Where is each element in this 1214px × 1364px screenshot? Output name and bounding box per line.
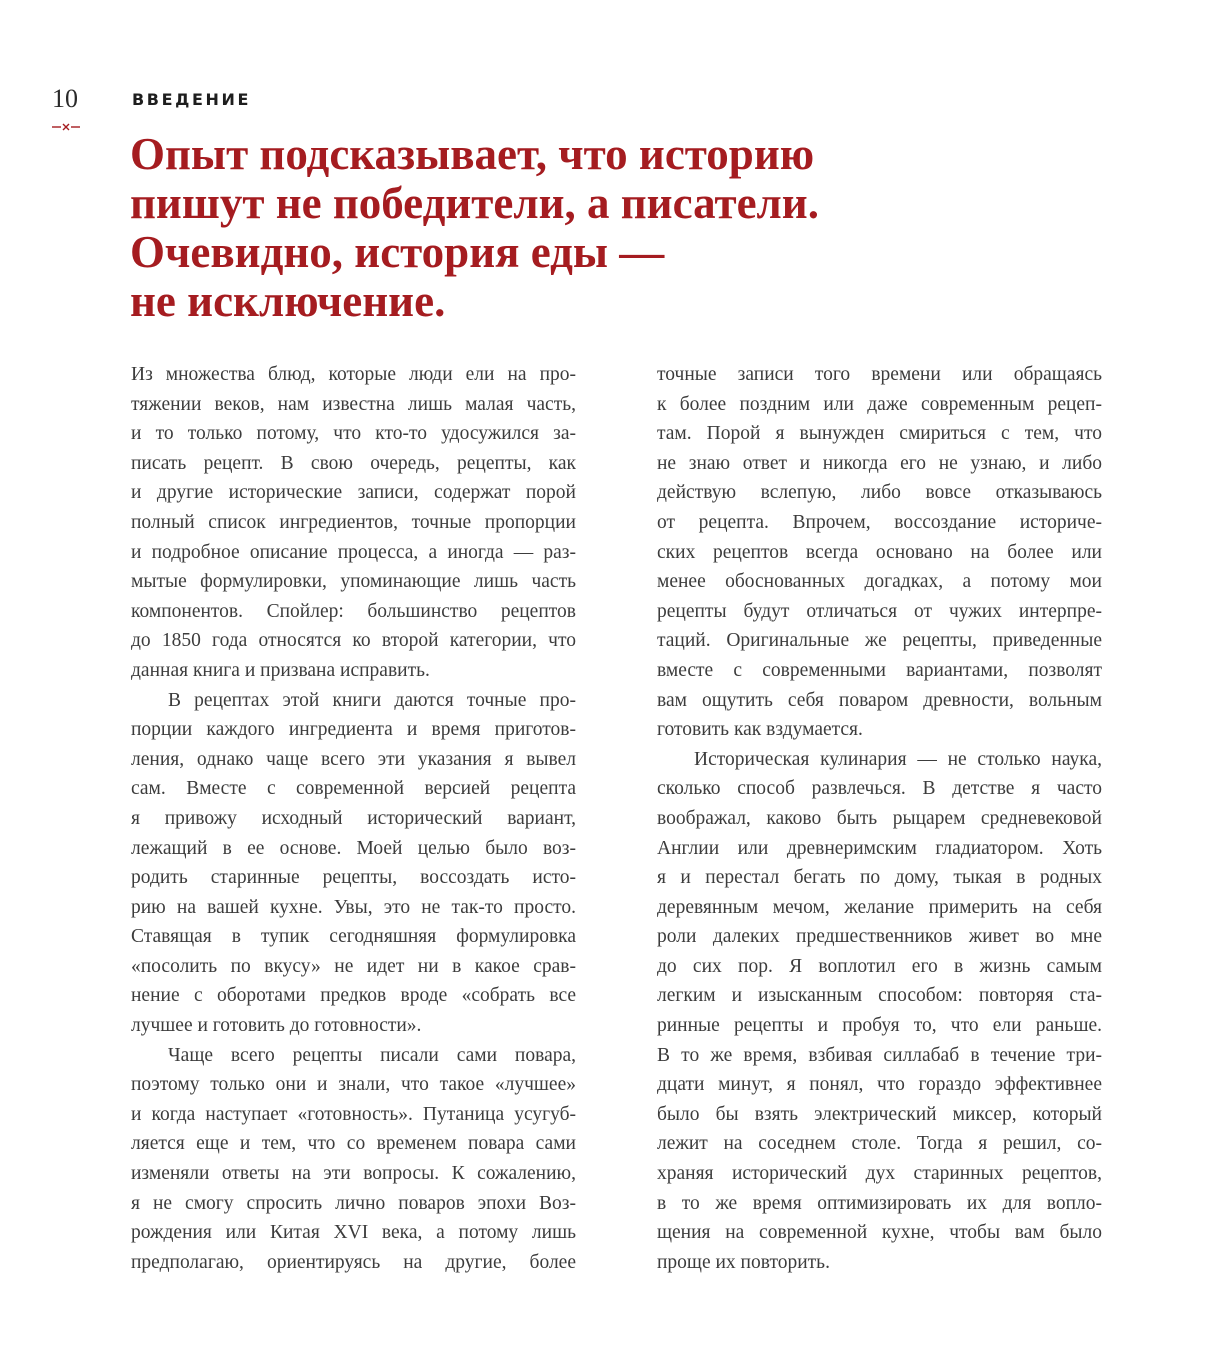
text-line: нение с оборотами предков вроде «собрать все <box>131 985 576 1007</box>
text-line: предполагаю, ориентируясь на другие, более <box>131 1251 576 1273</box>
headline-line: пишут не победители, а писатели. <box>130 178 819 228</box>
text-line: поэтому только они и знали, что такое «лучшее» <box>131 1074 576 1096</box>
text-line: деревянным мечом, желание примерить на себя <box>657 896 1102 918</box>
text-line: ления, однако чаще всего эти указания я вывел <box>131 748 576 770</box>
text-line: дцати минут, я понял, что гораздо эффективнее <box>657 1074 1102 1096</box>
text-line: готовить как вздумается. <box>657 719 863 741</box>
text-line: точные записи того времени или обращаясь <box>657 364 1102 385</box>
text-line: проще их повторить. <box>657 1251 830 1273</box>
text-line: Из множества блюд, которые люди ели на про- <box>131 364 576 385</box>
text-line: ляется еще и тем, что со временем повара сами <box>131 1133 576 1155</box>
text-line: вам ощутить себя поваром древности, вольным <box>657 689 1102 711</box>
text-line: лучшее и готовить до готовности». <box>131 1015 422 1037</box>
text-line: и то только потому, что кто-то удосужился за- <box>131 423 576 445</box>
text-line: воображал, каково быть рыцарем средневековой <box>657 807 1102 829</box>
text-line: В рецептах этой книги даются точные про- <box>168 689 576 711</box>
text-line: Ставящая в тупик сегодняшняя формулировка <box>131 926 576 948</box>
page-number: 10 <box>52 84 78 113</box>
text-line: ринные рецепты и пробуя то, что ели раньше. <box>657 1015 1102 1037</box>
text-line: к более поздним или даже современным рецеп- <box>657 393 1102 415</box>
text-line: ских рецептов всегда основано на более или <box>657 541 1102 563</box>
text-line: изменяли ответы на эти вопросы. К сожалению, <box>131 1163 576 1185</box>
text-line: и подробное описание процесса, а иногда — раз- <box>131 541 576 563</box>
text-line: и когда наступает «готовность». Путаница усугуб- <box>131 1103 576 1125</box>
text-line: я и перестал бегать по дому, тыкая в родных <box>657 867 1102 889</box>
text-line: В то же время, взбивая силлабаб в течение три- <box>657 1044 1102 1066</box>
text-line: полный список ингредиентов, точные пропорции <box>131 511 576 533</box>
text-line: рецепты будут отличаться от чужих интерпре- <box>657 600 1102 622</box>
text-line: действую вслепую, либо вовсе отказываюсь <box>657 482 1102 504</box>
text-line: писать рецепт. В свою очередь, рецепты, как <box>131 452 576 474</box>
text-line: было бы взять электрический миксер, который <box>657 1103 1102 1125</box>
headline-line: Очевидно, история еды — <box>130 227 665 277</box>
text-line: роли далеких предшественников живет во мне <box>657 926 1102 948</box>
headline <box>130 130 1030 326</box>
text-line: до 1850 года относятся ко второй категории, что <box>131 630 576 652</box>
text-line: там. Порой я вынужден смириться с тем, что <box>657 423 1102 445</box>
text-line: щения на современной кухне, чтобы вам было <box>657 1222 1102 1244</box>
text-line: в то же время оптимизировать их для вопло- <box>657 1192 1102 1214</box>
text-line: я не смогу спросить лично поваров эпохи Воз- <box>131 1192 576 1214</box>
body-column-right <box>657 360 1102 1277</box>
text-line: лежащий в ее основе. Моей целью было воз- <box>131 837 576 859</box>
text-line: храняя исторический дух старинных рецептов, <box>657 1163 1102 1185</box>
text-line: лежит на соседнем столе. Тогда я решил, со- <box>657 1133 1102 1155</box>
text-line: сам. Вместе с современной версией рецепта <box>131 778 576 800</box>
text-line: рождения или Китая XVI века, а потому лишь <box>131 1222 576 1244</box>
text-line: мытые формулировки, упоминающие лишь часть <box>131 571 576 593</box>
text-line: не знаю ответ и никогда его не узнаю, и либо <box>657 452 1102 474</box>
text-line: «посолить по вкусу» не идет ни в какое срав- <box>131 955 576 977</box>
text-line: Англии или древнеримским гладиатором. Хоть <box>657 837 1102 859</box>
text-line: легким и изысканным способом: повторяя ста- <box>657 985 1102 1007</box>
text-line: родить старинные рецепты, воссоздать исто- <box>131 867 576 889</box>
text-line: до сих пор. Я воплотил его в жизнь самым <box>657 955 1102 977</box>
text-line: сколько способ развлечься. В детстве я часто <box>657 778 1102 800</box>
headline-line: не исключение. <box>130 276 446 326</box>
text-line: Чаще всего рецепты писали сами повара, <box>168 1044 576 1066</box>
text-line: вместе с современными вариантами, позволят <box>657 659 1102 681</box>
text-line: рию на вашей кухне. Увы, это не так-то просто. <box>131 896 576 918</box>
headline-line: Опыт подсказывает, что историю <box>130 129 815 179</box>
text-line: тяжении веков, нам известна лишь малая часть, <box>131 393 576 415</box>
body-column-left <box>131 360 576 1277</box>
ornament-icon <box>51 122 81 132</box>
text-line: данная книга и призвана исправить. <box>131 659 430 681</box>
text-line: менее обоснованных догадках, а потому мои <box>657 571 1102 593</box>
text-line: я привожу исходный исторический вариант, <box>131 807 576 829</box>
text-line: таций. Оригинальные же рецепты, приведенные <box>657 630 1102 652</box>
text-line: Историческая кулинария — не столько наука, <box>694 748 1102 770</box>
text-line: и другие исторические записи, содержат порой <box>131 482 576 504</box>
text-line: от рецепта. Впрочем, воссоздание историче- <box>657 511 1102 533</box>
text-line: компонентов. Спойлер: большинство рецептов <box>131 600 576 622</box>
text-line: порции каждого ингредиента и время приготов- <box>131 719 576 741</box>
section-label: ВВЕДЕНИЕ <box>132 90 252 109</box>
